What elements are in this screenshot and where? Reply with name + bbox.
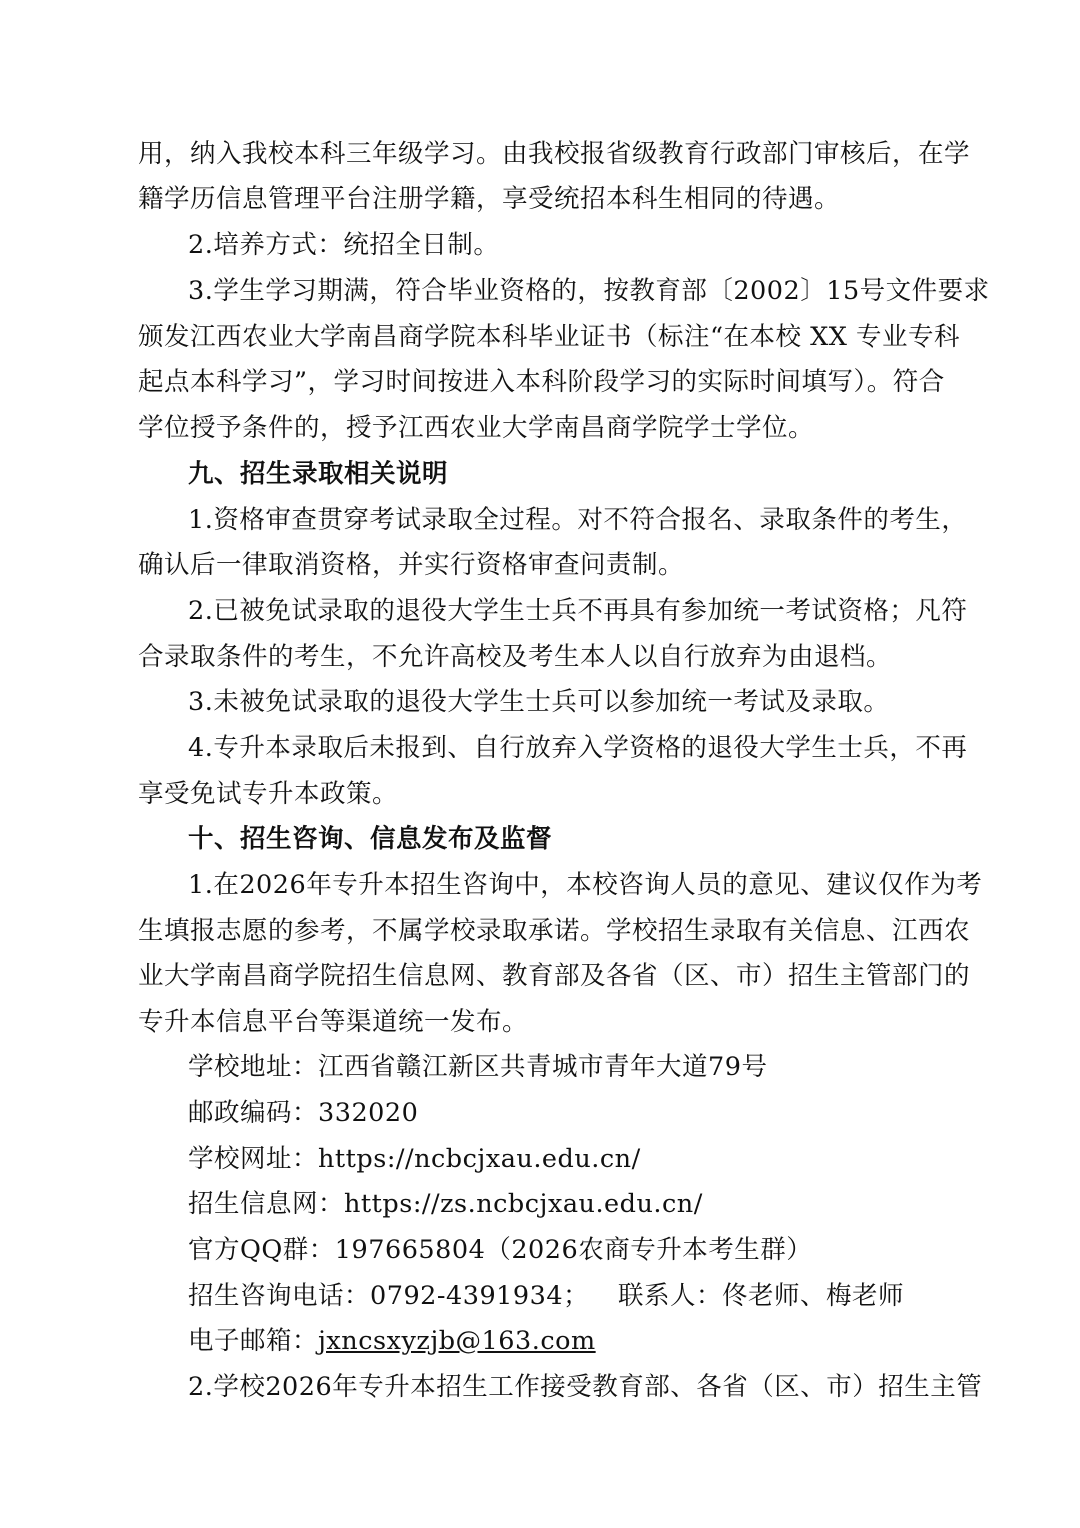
email-label: 电子邮箱： — [188, 1326, 319, 1356]
paragraph-line: 2.已被免试录取的退役大学生士兵不再具有参加统一考试资格；凡符 — [188, 596, 968, 626]
school-website[interactable]: 学校网址：https://ncbcjxau.edu.cn/ — [188, 1144, 641, 1174]
paragraph-line: 确认后一律取消资格，并实行资格审查问责制。 — [138, 550, 685, 580]
school-address: 学校地址：江西省赣江新区共青城市青年大道79号 — [188, 1052, 768, 1082]
paragraph-line: 专升本信息平台等渠道统一发布。 — [138, 1007, 529, 1037]
paragraph-line: 3.学生学习期满，符合毕业资格的，按教育部〔2002〕15号文件要求 — [188, 276, 990, 306]
paragraph-line: 用，纳入我校本科三年级学习。由我校报省级教育行政部门审核后，在学 — [138, 139, 971, 169]
paragraph-line: 业大学南昌商学院招生信息网、教育部及各省（区、市）招生主管部门的 — [138, 961, 971, 991]
paragraph-line: 起点本科学习”，学习时间按进入本科阶段学习的实际时间填写）。符合 — [138, 367, 945, 397]
paragraph-line: 享受免试专升本政策。 — [138, 779, 399, 809]
email-link[interactable]: jxncsxyzjb@163.com — [318, 1326, 596, 1356]
paragraph-line: 1.资格审查贯穿考试录取全过程。对不符合报名、录取条件的考生， — [188, 505, 968, 535]
email-row — [188, 1323, 944, 1359]
paragraph-line: 1.在2026年专升本招生咨询中，本校咨询人员的意见、建议仅作为考 — [188, 870, 983, 900]
paragraph-line: 3.未被免试录取的退役大学生士兵可以参加统一考试及录取。 — [188, 687, 890, 717]
paragraph-line: 生填报志愿的参考，不属学校录取承诺。学校招生录取有关信息、江西农 — [138, 916, 971, 946]
paragraph-line: 学位授予条件的，授予江西农业大学南昌商学院学士学位。 — [138, 413, 815, 443]
admissions-website[interactable]: 招生信息网：https://zs.ncbcjxau.edu.cn/ — [188, 1189, 703, 1219]
official-qq-group: 官方QQ群：197665804（2026农商专升本考生群） — [188, 1235, 813, 1265]
consult-phone: 招生咨询电话：0792-4391934； — [188, 1281, 590, 1311]
section-heading-9: 九、招生录取相关说明 — [188, 459, 449, 489]
paragraph-line: 4.专升本录取后未报到、自行放弃入学资格的退役大学生士兵，不再 — [188, 733, 968, 763]
paragraph-line: 合录取条件的考生，不允许高校及考生本人以自行放弃为由退档。 — [138, 642, 893, 672]
contact-person: 联系人：佟老师、梅老师 — [618, 1281, 905, 1311]
paragraph-line: 2.学校2026年专升本招生工作接受教育部、各省（区、市）招生主管 — [188, 1372, 983, 1402]
postal-code: 邮政编码：332020 — [188, 1098, 419, 1128]
section-heading-10: 十、招生咨询、信息发布及监督 — [188, 824, 553, 854]
paragraph-line: 籍学历信息管理平台注册学籍，享受统招本科生相同的待遇。 — [138, 184, 841, 214]
paragraph-line: 颁发江西农业大学南昌商学院本科毕业证书（标注“在本校 XX 专业专科 — [138, 322, 961, 352]
paragraph-line: 2.培养方式：统招全日制。 — [188, 230, 500, 260]
